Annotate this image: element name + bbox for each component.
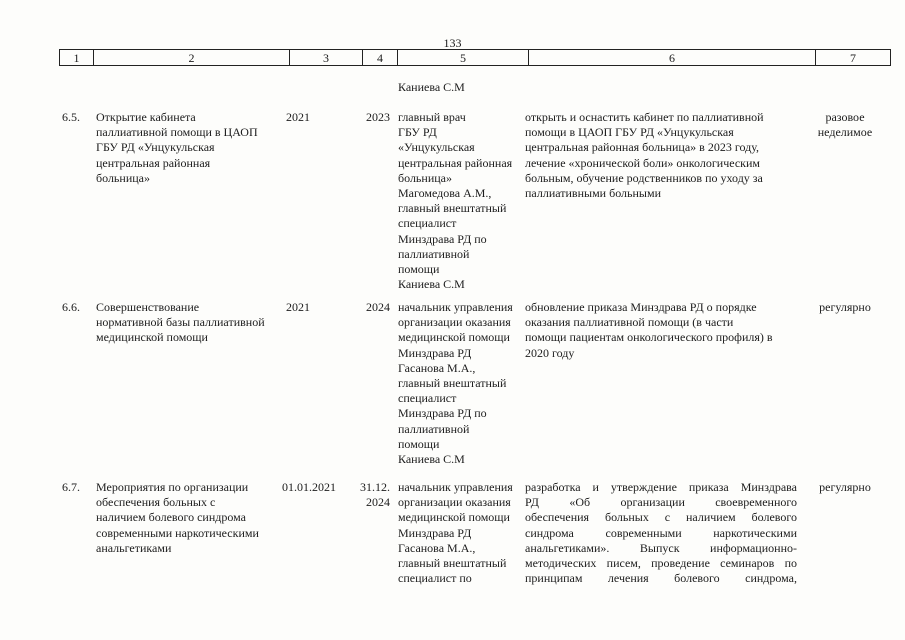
column-number-header (59, 49, 891, 66)
responsible-persons: главный врач ГБУ РД «Унцукульская центральная районная больница» Магомедова А.М., главный внештатный специалист Минздрава РД по паллиативной помощи Каниева С.М (398, 110, 513, 292)
responsible-persons: начальник управления организации оказания медицинской помощи Минздрава РД Гасанова М.А., главный внештатный специалист Минздрава РД по паллиативной помощи Каниева С.М (398, 300, 513, 467)
row-number: 6.6. (62, 300, 80, 314)
column-header-3: 3 (290, 50, 363, 66)
frequency: разовое неделимое (817, 110, 873, 140)
column-header-1: 1 (60, 50, 94, 66)
expected-result: открыть и оснастить кабинет по паллиативной помощи в ЦАОП ГБУ РД «Унцукульская центральная районная больница» в 2023 году, лечение «хронической боли» онкологическим больным, обучение родственников по уходу за паллиативными больными (525, 110, 764, 201)
responsible-persons: начальник управления организации оказания медицинской помощи Минздрава РД Гасанова М.А., главный внештатный специалист по (398, 480, 513, 586)
row-title: Совершенствование нормативной базы паллиативной медицинской помощи (96, 300, 265, 345)
expected-result: разработка и утверждение приказа Минздрава РД «Об организации своевременного обеспечения больных с наличием болевого синдрома современными наркотическими анальгетиками». Выпуск информационно- методических писем, проведение семинаров по принципам лечения болевого синдрома, (525, 480, 797, 586)
frequency: регулярно (819, 300, 871, 314)
row-number: 6.5. (62, 110, 80, 124)
row-number: 6.7. (62, 480, 80, 494)
column-header-7: 7 (816, 50, 891, 66)
start-year: 2021 (286, 110, 310, 124)
expected-result: обновление приказа Минздрава РД о порядке оказания паллиативной помощи (в части помощи пациентам онкологического профиля) в 2020 году (525, 300, 773, 360)
row-title: Мероприятия по организации обеспечения больных с наличием болевого синдрома современными наркотическими анальгетиками (96, 480, 259, 555)
end-date: 31.12. 2024 (360, 480, 390, 510)
start-year: 2021 (286, 300, 310, 314)
end-year: 2023 (366, 110, 390, 124)
frequency: регулярно (819, 480, 871, 494)
start-date: 01.01.2021 (282, 480, 336, 494)
end-year: 2024 (366, 300, 390, 314)
column-header-6: 6 (529, 50, 816, 66)
page-number: 133 (443, 36, 462, 50)
column-header-2: 2 (94, 50, 290, 66)
continuation-text: Каниева С.М (398, 80, 465, 94)
column-header-4: 4 (363, 50, 398, 66)
row-title: Открытие кабинета паллиативной помощи в ЦАОП ГБУ РД «Унцукульская центральная районная больница» (96, 110, 258, 185)
column-header-5: 5 (398, 50, 529, 66)
